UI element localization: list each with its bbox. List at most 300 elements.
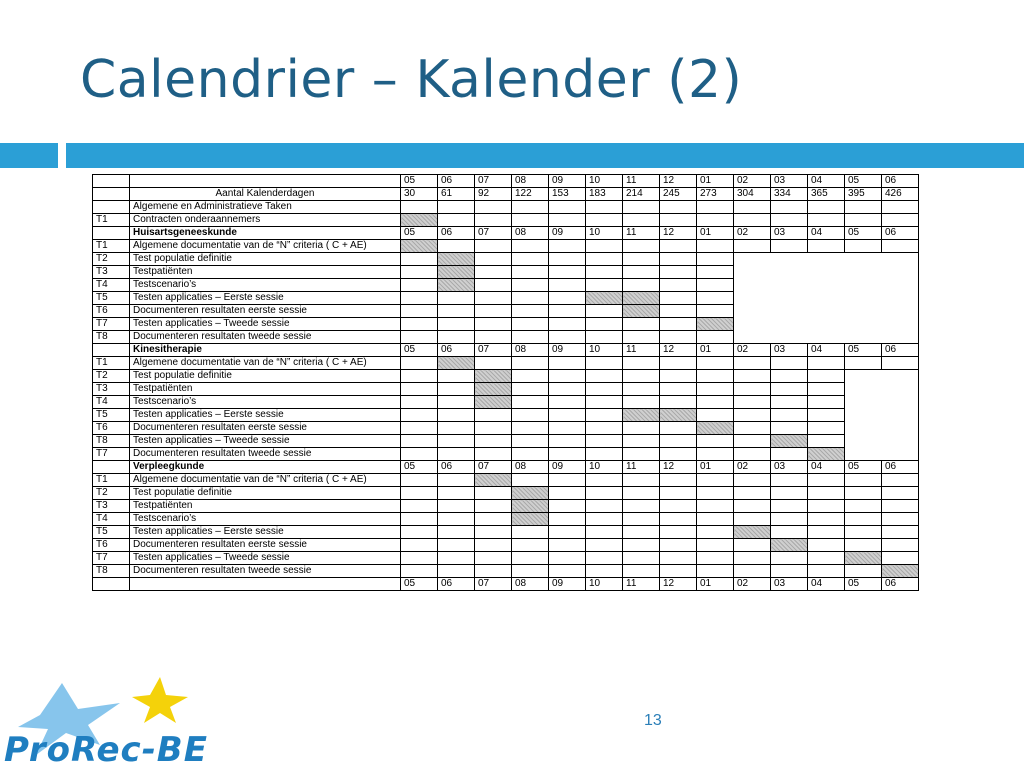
section-title: Verpleegkunde [130,461,401,474]
gantt-cell [734,201,771,214]
month-header: 12 [660,578,697,591]
task-code: T5 [93,292,130,305]
task-label: Test populatie definitie [130,370,401,383]
gantt-cell [808,435,845,448]
gantt-cell [697,552,734,565]
gantt-cell [660,474,697,487]
task-row [93,422,919,435]
gantt-cell [882,214,919,227]
month-header: 06 [882,461,919,474]
month-header: 05 [401,227,438,240]
gantt-cell [549,357,586,370]
gantt-cell [845,240,882,253]
gantt-cell [845,500,882,513]
gantt-cell [623,318,660,331]
gantt-cell [697,214,734,227]
day-count: 214 [623,188,660,201]
month-header: 11 [623,227,660,240]
month-header: 08 [512,461,549,474]
day-count: 30 [401,188,438,201]
gantt-cell [808,526,845,539]
gantt-cell [660,500,697,513]
month-header: 05 [845,461,882,474]
gantt-cell [623,552,660,565]
gantt-cell [586,552,623,565]
month-header: 01 [697,227,734,240]
gantt-cell [549,292,586,305]
gantt-cell [549,279,586,292]
month-header: 10 [586,227,623,240]
gantt-cell [475,487,512,500]
gantt-cell [475,448,512,461]
gantt-cell [401,279,438,292]
month-header: 12 [660,344,697,357]
gantt-cell [660,305,697,318]
task-row [93,253,919,266]
gantt-cell [697,292,734,305]
gantt-cell [697,448,734,461]
gantt-cell [586,266,623,279]
gantt-cell [512,487,549,500]
gantt-cell [512,357,549,370]
gantt-cell [401,552,438,565]
gantt-cell [512,214,549,227]
gantt-cell [845,565,882,578]
task-row [93,357,919,370]
section-header-row [93,344,919,357]
gantt-cell [623,500,660,513]
gantt-cell [845,487,882,500]
month-header: 01 [697,344,734,357]
gantt-cell [512,292,549,305]
month-header: 03 [771,578,808,591]
task-row [93,487,919,500]
gantt-cell [623,214,660,227]
gantt-cell [734,552,771,565]
gantt-cell [438,565,475,578]
gantt-cell [882,474,919,487]
task-label: Testen applicaties – Eerste sessie [130,526,401,539]
gantt-cell [660,331,697,344]
month-header: 09 [549,344,586,357]
gantt-cell [586,422,623,435]
task-row [93,565,919,578]
gantt-cell [623,448,660,461]
month-header: 06 [882,175,919,188]
gantt-cell [808,240,845,253]
gantt-cell [660,448,697,461]
gantt-cell [771,552,808,565]
task-label: Testen applicaties – Eerste sessie [130,292,401,305]
accent-bar-left [0,143,58,168]
gantt-cell [660,565,697,578]
gantt-cell [438,396,475,409]
gantt-cell [660,266,697,279]
task-code: T6 [93,305,130,318]
gantt-cell [549,435,586,448]
gantt-cell [475,240,512,253]
task-label: Testpatiënten [130,383,401,396]
gantt-cell [845,539,882,552]
month-header-row [93,175,919,188]
task-code: T8 [93,435,130,448]
month-header: 06 [438,578,475,591]
gantt-cell [512,422,549,435]
gantt-cell [697,305,734,318]
month-header: 07 [475,461,512,474]
task-code: T6 [93,422,130,435]
gantt-cell [660,279,697,292]
day-count: 426 [882,188,919,201]
gantt-cell [512,448,549,461]
gantt-cell [401,500,438,513]
month-header: 05 [401,461,438,474]
gantt-cell [623,305,660,318]
month-header: 02 [734,461,771,474]
gantt-cell [549,266,586,279]
day-count: 122 [512,188,549,201]
gantt-cell [438,500,475,513]
task-label: Testscenario’s [130,279,401,292]
general-title-row [93,201,919,214]
task-code: T7 [93,448,130,461]
gantt-cell [586,513,623,526]
calendar-table [92,174,919,591]
gantt-cell [623,409,660,422]
task-code: T1 [93,357,130,370]
gantt-cell [401,565,438,578]
task-label: Documenteren resultaten tweede sessie [130,331,401,344]
gantt-cell [808,500,845,513]
gantt-cell [512,305,549,318]
gantt-cell [734,370,771,383]
gantt-cell [734,357,771,370]
month-header: 07 [475,344,512,357]
month-header: 04 [808,227,845,240]
month-header: 08 [512,344,549,357]
gantt-cell [512,409,549,422]
gantt-cell [586,201,623,214]
month-header: 08 [512,175,549,188]
month-header: 06 [882,578,919,591]
month-header: 08 [512,578,549,591]
gantt-cell [475,214,512,227]
gantt-cell [697,253,734,266]
task-code: T1 [93,214,130,227]
gantt-cell [512,266,549,279]
month-header: 10 [586,175,623,188]
gantt-cell [549,448,586,461]
gantt-cell [697,539,734,552]
gantt-cell [734,500,771,513]
task-row [93,526,919,539]
task-row [93,448,919,461]
gantt-cell [401,435,438,448]
gantt-cell [586,487,623,500]
gantt-cell [401,240,438,253]
section-title: Huisartsgeneeskunde [130,227,401,240]
gantt-cell [660,292,697,305]
gantt-cell [438,487,475,500]
gantt-cell [475,422,512,435]
gantt-cell [586,357,623,370]
gantt-cell [438,292,475,305]
gantt-cell [475,292,512,305]
task-label: Documenteren resultaten tweede sessie [130,448,401,461]
gantt-cell [771,513,808,526]
gantt-cell [771,474,808,487]
gantt-cell [401,526,438,539]
days-label: Aantal Kalenderdagen [130,188,401,201]
gantt-cell [586,565,623,578]
gantt-cell [586,253,623,266]
gantt-cell [808,370,845,383]
task-label: Contracten onderaannemers [130,214,401,227]
month-header: 04 [808,461,845,474]
month-header: 11 [623,461,660,474]
gantt-cell [401,331,438,344]
gantt-cell [512,500,549,513]
gantt-cell [401,474,438,487]
task-label: Testpatiënten [130,500,401,513]
gantt-cell [438,318,475,331]
day-count: 334 [771,188,808,201]
gantt-cell [549,253,586,266]
gantt-cell [549,539,586,552]
gantt-cell [623,253,660,266]
gantt-cell [660,214,697,227]
gantt-cell [771,435,808,448]
gantt-cell [771,357,808,370]
task-row [93,409,919,422]
gantt-cell [882,201,919,214]
task-code [93,578,130,591]
gantt-cell [771,383,808,396]
task-label: Documenteren resultaten eerste sessie [130,305,401,318]
gantt-cell [623,201,660,214]
gantt-cell [771,396,808,409]
gantt-cell [623,279,660,292]
gantt-cell [401,292,438,305]
gantt-cell [734,383,771,396]
empty-block [845,370,919,461]
day-count: 153 [549,188,586,201]
day-count: 395 [845,188,882,201]
gantt-cell [697,240,734,253]
month-header: 10 [586,461,623,474]
gantt-cell [401,422,438,435]
month-header: 05 [845,344,882,357]
gantt-cell [697,331,734,344]
month-header: 06 [438,227,475,240]
month-header: 10 [586,344,623,357]
gantt-cell [623,331,660,344]
month-header: 08 [512,227,549,240]
gantt-cell [475,396,512,409]
gantt-cell [808,409,845,422]
month-header: 11 [623,175,660,188]
gantt-cell [401,318,438,331]
gantt-cell [401,357,438,370]
gantt-cell [808,474,845,487]
day-count: 183 [586,188,623,201]
task-code: T8 [93,565,130,578]
day-count: 61 [438,188,475,201]
gantt-cell [660,318,697,331]
gantt-cell [882,526,919,539]
gantt-cell [808,422,845,435]
gantt-cell [660,240,697,253]
gantt-cell [475,305,512,318]
gantt-cell [771,370,808,383]
month-header: 06 [882,344,919,357]
gantt-cell [697,370,734,383]
gantt-cell [438,409,475,422]
gantt-cell [512,383,549,396]
gantt-cell [660,370,697,383]
gantt-cell [734,396,771,409]
gantt-cell [475,513,512,526]
gantt-cell [697,526,734,539]
gantt-cell [549,305,586,318]
gantt-cell [475,565,512,578]
section-header-row [93,461,919,474]
gantt-cell [734,214,771,227]
gantt-cell [438,539,475,552]
gantt-cell [438,214,475,227]
month-header: 01 [697,578,734,591]
gantt-cell [438,279,475,292]
gantt-cell [697,513,734,526]
gantt-cell [438,383,475,396]
month-header: 05 [845,227,882,240]
gantt-cell [512,331,549,344]
gantt-cell [623,292,660,305]
gantt-cell [475,318,512,331]
gantt-cell [808,565,845,578]
gantt-cell [660,396,697,409]
gantt-cell [401,253,438,266]
section-title: Algemene en Administratieve Taken [130,201,401,214]
gantt-cell [475,331,512,344]
day-count: 365 [808,188,845,201]
gantt-cell [475,409,512,422]
gantt-cell [586,240,623,253]
gantt-cell [660,409,697,422]
gantt-cell [401,487,438,500]
month-header: 05 [845,175,882,188]
task-row [93,396,919,409]
gantt-cell [512,435,549,448]
gantt-cell [549,422,586,435]
gantt-cell [882,552,919,565]
gantt-cell [623,539,660,552]
gantt-cell [771,487,808,500]
task-row [93,383,919,396]
gantt-cell [586,305,623,318]
task-code: T1 [93,240,130,253]
task-label: Test populatie definitie [130,487,401,500]
task-code: T1 [93,474,130,487]
gantt-cell [586,279,623,292]
gantt-cell [660,552,697,565]
gantt-cell [586,214,623,227]
gantt-cell [549,487,586,500]
month-header: 03 [771,461,808,474]
month-header: 07 [475,175,512,188]
task-row [93,539,919,552]
gantt-cell [771,240,808,253]
month-header: 04 [808,175,845,188]
task-code: T6 [93,539,130,552]
month-header: 12 [660,227,697,240]
gantt-cell [734,422,771,435]
gantt-cell [734,513,771,526]
gantt-cell [475,370,512,383]
gantt-cell [771,565,808,578]
month-header: 09 [549,461,586,474]
gantt-cell [401,409,438,422]
month-header: 01 [697,175,734,188]
gantt-cell [438,201,475,214]
task-row [93,474,919,487]
gantt-cell [771,526,808,539]
gantt-cell [623,370,660,383]
gantt-cell [401,513,438,526]
gantt-cell [697,266,734,279]
gantt-cell [401,448,438,461]
task-label: Documenteren resultaten eerste sessie [130,539,401,552]
gantt-cell [586,474,623,487]
month-header: 12 [660,461,697,474]
gantt-cell [512,370,549,383]
gantt-cell [512,552,549,565]
month-header: 11 [623,344,660,357]
month-header: 04 [808,344,845,357]
task-code: T5 [93,526,130,539]
gantt-cell [549,201,586,214]
gantt-cell [882,565,919,578]
month-header: 09 [549,175,586,188]
month-header: 06 [438,175,475,188]
slide-title: Calendrier – Kalender (2) [80,50,743,110]
gantt-cell [475,266,512,279]
task-code: T2 [93,253,130,266]
gantt-cell [586,409,623,422]
gantt-cell [734,448,771,461]
gantt-cell [549,318,586,331]
gantt-cell [438,552,475,565]
gantt-cell [808,357,845,370]
gantt-cell [623,357,660,370]
gantt-cell [438,253,475,266]
month-header: 07 [475,578,512,591]
gantt-cell [660,201,697,214]
gantt-cell [475,552,512,565]
gantt-cell [401,201,438,214]
gantt-cell [808,201,845,214]
gantt-cell [512,318,549,331]
task-label: Algemene documentatie van de “N” criteria ( C + AE) [130,474,401,487]
task-label: Algemene documentatie van de “N” criteria ( C + AE) [130,357,401,370]
gantt-cell [438,305,475,318]
gantt-cell [512,201,549,214]
gantt-cell [660,513,697,526]
month-header: 03 [771,344,808,357]
gantt-cell [438,331,475,344]
gantt-cell [438,474,475,487]
gantt-cell [586,383,623,396]
